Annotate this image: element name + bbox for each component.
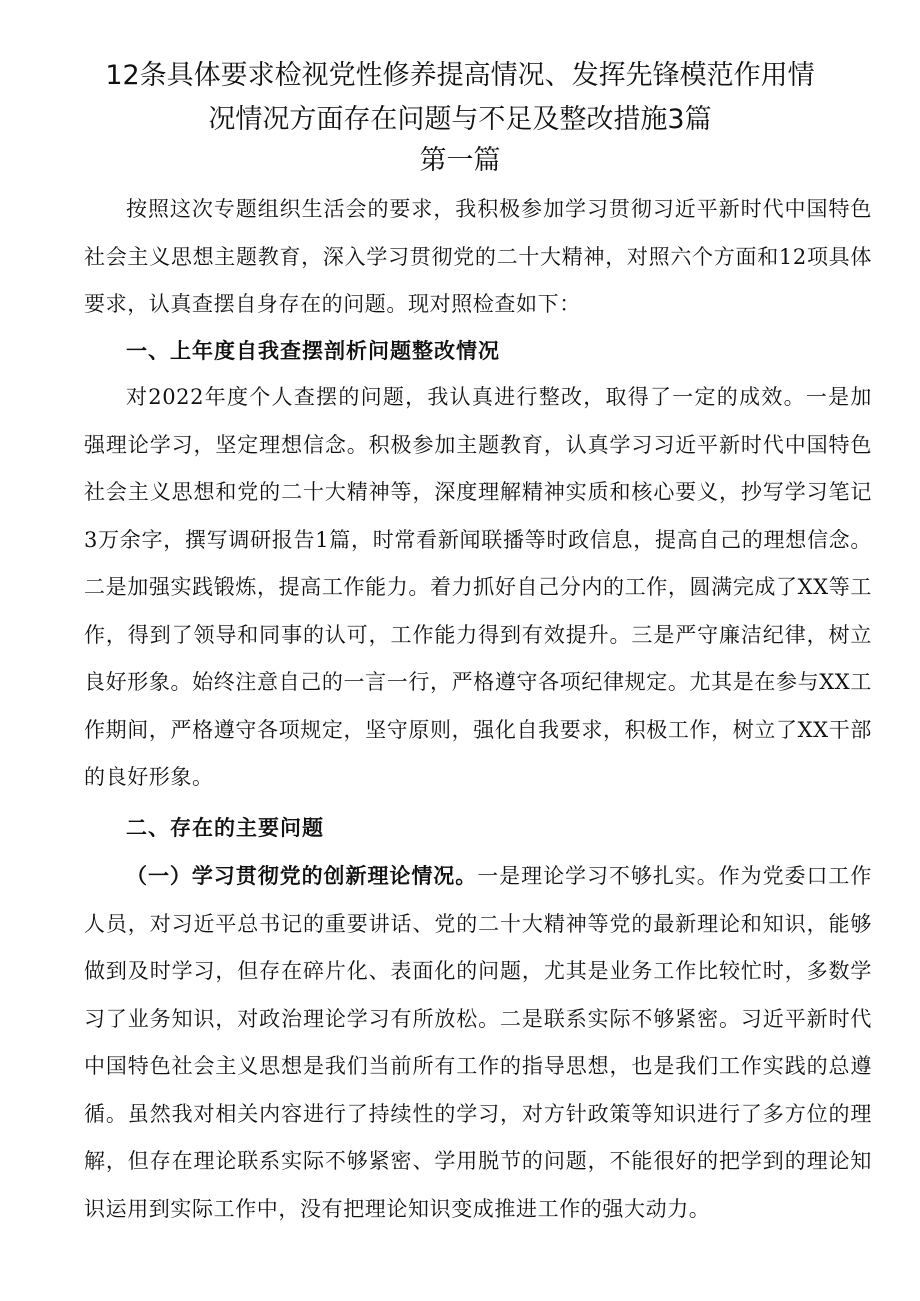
intro-paragraph: 按照这次专题组织生活会的要求，我积极参加学习贯彻习近平新时代中国特色社会主义思想主题教育，深入学习贯彻党的二十大精神，对照六个方面和12项具体要求，认真查摆自身存在的问题。现对照检查如下： — [84, 197, 872, 316]
document-title-line-2: 况情况方面存在问题与不足及整改措施3篇 — [208, 104, 712, 135]
subsection-1-paragraph — [84, 853, 872, 1233]
section-2-heading: 二、存在的主要问题 — [126, 816, 324, 840]
subsection-1-heading: （一）学习贯彻党的创新理论情况。 — [126, 864, 478, 888]
section-1-heading: 一、上年度自我查摆剖析问题整改情况 — [126, 339, 500, 363]
document-subtitle: 第一篇 — [419, 145, 501, 176]
section-1-paragraph: 对2022年度个人查摆的问题，我认真进行整改，取得了一定的成效。一是加强理论学习，坚定理想信念。积极参加主题教育，认真学习习近平新时代中国特色社会主义思想和党的二十大精神等，深度理解精神实质和核心要义，抄写学习笔记3万余字，撰写调研报告1篇，时常看新闻联播等时政信息，提高自己的理想信念。二是加强实践锻炼，提高工作能力。着力抓好自己分内的工作，圆满完成了XX等工作，得到了领导和同事的认可，工作能力得到有效提升。三是严守廉洁纪律，树立良好形象。始终注意自己的一言一行，严格遵守各项纪律规定。尤其是在参与XX工作期间，严格遵守各项规定，坚守原则，强化自我要求，积极工作，树立了XX干部的良好形象。 — [84, 385, 872, 789]
subsection-1-body: 一是理论学习不够扎实。作为党委口工作人员，对习近平总书记的重要讲话、党的二十大精神等党的最新理论和知识，能够做到及时学习，但存在碎片化、表面化的问题，尤其是业务工作比较忙时，多数学习了业务知识，对政治理论学习有所放松。二是联系实际不够紧密。习近平新时代中国特色社会主义思想是我们当前所有工作的指导思想，也是我们工作实践的总遵循。虽然我对相关内容进行了持续性的学习，对方针政策等知识进行了多方位的理解，但存在理论联系实际不够紧密、学用脱节的问题，不能很好的把学到的理论知识运用到实际工作中，没有把理论知识变成推进工作的强大动力。 — [84, 864, 872, 1221]
document-title-line-1: 12条具体要求检视党性修养提高情况、发挥先锋模范作用情 — [105, 60, 815, 91]
